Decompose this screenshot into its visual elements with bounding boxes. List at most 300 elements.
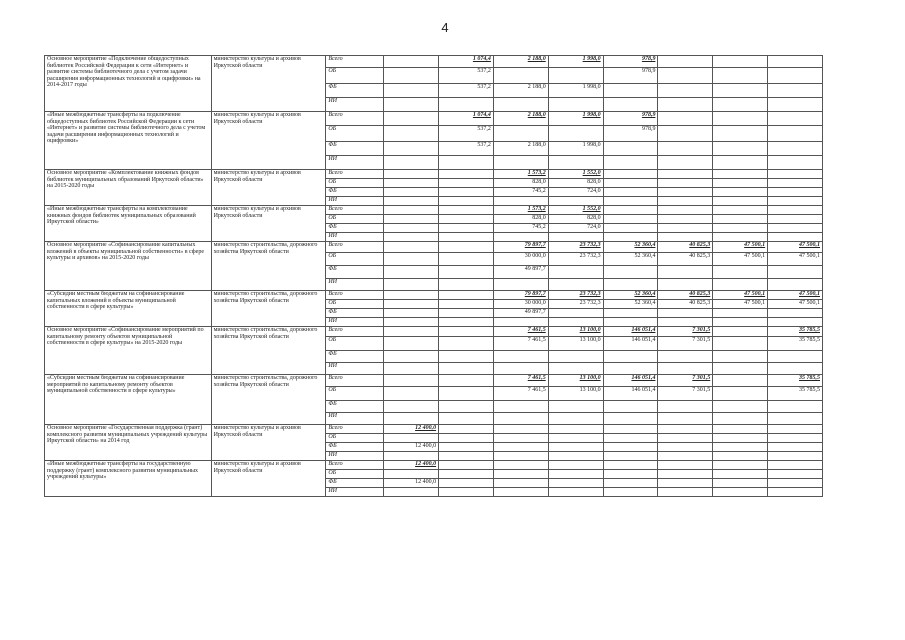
value-cell: [603, 266, 658, 279]
value-cell: [548, 68, 603, 84]
value-cell: [603, 98, 658, 112]
value-cell: [603, 488, 658, 497]
value-cell: [384, 470, 439, 479]
value-cell: [384, 327, 439, 337]
funding-source-label: ФБ: [326, 309, 384, 318]
value-cell: [384, 291, 439, 300]
value-cell: [658, 425, 713, 434]
value-cell: [439, 401, 494, 413]
value-cell: [493, 351, 548, 363]
funding-source-label: Всего: [326, 242, 384, 253]
value-cell: [713, 479, 768, 488]
value-cell: [439, 179, 494, 188]
executor-name: министерство строительства, дорожного хозяйства Иркутской области: [211, 327, 326, 375]
value-cell: [603, 188, 658, 197]
value-cell: [439, 242, 494, 253]
value-cell: [768, 170, 823, 179]
funding-source-label: ИИ: [326, 197, 384, 206]
value-cell: [713, 375, 768, 387]
value-cell: [658, 170, 713, 179]
value-cell: [384, 279, 439, 291]
value-cell: [713, 215, 768, 224]
value-cell: [384, 375, 439, 387]
value-cell: [384, 309, 439, 318]
value-cell: [439, 224, 494, 233]
value-cell: [713, 363, 768, 375]
value-cell: [439, 266, 494, 279]
value-cell: [384, 363, 439, 375]
value-cell: 23 732,3: [548, 291, 603, 300]
value-cell: [384, 401, 439, 413]
value-cell: [548, 425, 603, 434]
value-cell: [493, 434, 548, 443]
value-cell: [384, 413, 439, 425]
value-cell: [713, 197, 768, 206]
value-cell: 2 188,0: [493, 112, 548, 126]
value-cell: 1 998,0: [548, 142, 603, 156]
value-cell: [768, 224, 823, 233]
value-cell: [439, 156, 494, 170]
value-cell: [548, 443, 603, 452]
value-cell: 40 825,3: [658, 300, 713, 309]
value-cell: 2 188,0: [493, 84, 548, 98]
value-cell: 47 500,1: [713, 291, 768, 300]
value-cell: [768, 142, 823, 156]
value-cell: [768, 401, 823, 413]
value-cell: [439, 327, 494, 337]
value-cell: [768, 68, 823, 84]
value-cell: [768, 98, 823, 112]
funding-source-label: ОБ: [326, 179, 384, 188]
value-cell: [493, 156, 548, 170]
value-cell: 537,2: [439, 126, 494, 142]
table-row: [45, 56, 823, 68]
value-cell: 52 360,4: [603, 300, 658, 309]
funding-source-label: ФБ: [326, 84, 384, 98]
value-cell: [493, 488, 548, 497]
value-cell: [384, 56, 439, 68]
funding-source-label: Всего: [326, 112, 384, 126]
table-row: [45, 291, 823, 300]
value-cell: 40 825,3: [658, 291, 713, 300]
value-cell: [384, 215, 439, 224]
activity-name: Основное мероприятие «Подключение общедоступных библиотек Российской Федерации к сети «Интернет» и развитие системы библиотечного дела с учетом задачи расширения информационных технологий и оцифровки» на 2014-2017 годы: [45, 56, 212, 112]
value-cell: [548, 197, 603, 206]
value-cell: [603, 351, 658, 363]
value-cell: [493, 401, 548, 413]
value-cell: [603, 233, 658, 242]
funding-source-label: ИИ: [326, 488, 384, 497]
value-cell: [439, 197, 494, 206]
value-cell: 2 188,0: [493, 56, 548, 68]
value-cell: [439, 351, 494, 363]
value-cell: [658, 112, 713, 126]
value-cell: [384, 179, 439, 188]
value-cell: [548, 363, 603, 375]
value-cell: [603, 197, 658, 206]
value-cell: 49 897,7: [493, 266, 548, 279]
value-cell: [603, 479, 658, 488]
funding-source-label: Всего: [326, 170, 384, 179]
value-cell: [768, 233, 823, 242]
value-cell: [384, 197, 439, 206]
funding-source-label: ИИ: [326, 318, 384, 327]
value-cell: [603, 401, 658, 413]
value-cell: [603, 279, 658, 291]
value-cell: 537,2: [439, 84, 494, 98]
value-cell: 978,9: [603, 68, 658, 84]
value-cell: 537,2: [439, 68, 494, 84]
value-cell: [439, 413, 494, 425]
value-cell: [439, 291, 494, 300]
value-cell: 537,2: [439, 142, 494, 156]
value-cell: 52 360,4: [603, 291, 658, 300]
value-cell: 13 100,0: [548, 337, 603, 351]
value-cell: 828,0: [548, 179, 603, 188]
value-cell: 978,9: [603, 56, 658, 68]
value-cell: [658, 452, 713, 461]
table-row: [45, 461, 823, 470]
value-cell: [493, 98, 548, 112]
value-cell: 12 400,0: [384, 461, 439, 470]
value-cell: [713, 98, 768, 112]
value-cell: 47 500,1: [768, 291, 823, 300]
value-cell: [548, 479, 603, 488]
value-cell: 1 998,0: [548, 112, 603, 126]
value-cell: [439, 279, 494, 291]
value-cell: [713, 279, 768, 291]
value-cell: [768, 488, 823, 497]
value-cell: 1 573,2: [493, 170, 548, 179]
value-cell: [603, 170, 658, 179]
value-cell: [439, 461, 494, 470]
value-cell: [439, 363, 494, 375]
value-cell: 146 051,4: [603, 387, 658, 401]
value-cell: [713, 170, 768, 179]
value-cell: [713, 452, 768, 461]
value-cell: [768, 197, 823, 206]
value-cell: [493, 318, 548, 327]
value-cell: [658, 224, 713, 233]
value-cell: [658, 56, 713, 68]
value-cell: [439, 470, 494, 479]
value-cell: [658, 266, 713, 279]
value-cell: [384, 112, 439, 126]
value-cell: 7 301,5: [658, 375, 713, 387]
funding-source-label: ФБ: [326, 401, 384, 413]
value-cell: [603, 425, 658, 434]
value-cell: [768, 179, 823, 188]
value-cell: [603, 84, 658, 98]
value-cell: [713, 126, 768, 142]
value-cell: [603, 461, 658, 470]
value-cell: 12 400,0: [384, 479, 439, 488]
value-cell: [658, 461, 713, 470]
value-cell: [768, 363, 823, 375]
value-cell: [439, 434, 494, 443]
table-row: [45, 206, 823, 215]
value-cell: [768, 351, 823, 363]
value-cell: [713, 401, 768, 413]
value-cell: 13 100,0: [548, 375, 603, 387]
funding-source-label: ОБ: [326, 337, 384, 351]
value-cell: [713, 84, 768, 98]
value-cell: [768, 156, 823, 170]
value-cell: [713, 327, 768, 337]
value-cell: [493, 443, 548, 452]
value-cell: [439, 387, 494, 401]
value-cell: [439, 300, 494, 309]
value-cell: [713, 266, 768, 279]
value-cell: [603, 318, 658, 327]
value-cell: [603, 224, 658, 233]
value-cell: [603, 179, 658, 188]
value-cell: 1 998,0: [548, 84, 603, 98]
value-cell: 30 000,0: [493, 300, 548, 309]
value-cell: [384, 68, 439, 84]
value-cell: [658, 233, 713, 242]
value-cell: 35 785,5: [768, 327, 823, 337]
value-cell: [548, 126, 603, 142]
value-cell: [713, 434, 768, 443]
value-cell: 79 897,7: [493, 242, 548, 253]
value-cell: [493, 197, 548, 206]
funding-source-label: ОБ: [326, 300, 384, 309]
value-cell: [713, 179, 768, 188]
value-cell: [384, 337, 439, 351]
value-cell: [768, 266, 823, 279]
value-cell: 40 825,3: [658, 242, 713, 253]
value-cell: 828,0: [493, 215, 548, 224]
value-cell: [658, 215, 713, 224]
value-cell: 35 785,5: [768, 375, 823, 387]
value-cell: 828,0: [548, 215, 603, 224]
value-cell: [384, 170, 439, 179]
value-cell: [768, 112, 823, 126]
activity-name: «Иные межбюджетные трансферты на комплектование книжных фондов библиотек муниципальных образований Иркутской области»: [45, 206, 212, 242]
value-cell: 978,9: [603, 126, 658, 142]
value-cell: 35 785,5: [768, 337, 823, 351]
value-cell: 7 301,5: [658, 327, 713, 337]
value-cell: [493, 68, 548, 84]
value-cell: [603, 142, 658, 156]
value-cell: [768, 443, 823, 452]
value-cell: [548, 309, 603, 318]
executor-name: министерство строительства, дорожного хозяйства Иркутской области: [211, 375, 326, 425]
table-row: [45, 425, 823, 434]
executor-name: министерство культуры и архивов Иркутской области: [211, 112, 326, 170]
value-cell: [768, 425, 823, 434]
value-cell: [493, 413, 548, 425]
value-cell: 7 301,5: [658, 337, 713, 351]
value-cell: [493, 461, 548, 470]
value-cell: [603, 156, 658, 170]
value-cell: [548, 434, 603, 443]
table-row: [45, 327, 823, 337]
value-cell: [658, 188, 713, 197]
value-cell: [384, 387, 439, 401]
page-number: 4: [441, 20, 449, 35]
value-cell: [439, 479, 494, 488]
value-cell: [384, 242, 439, 253]
value-cell: 12 400,0: [384, 425, 439, 434]
value-cell: 745,2: [493, 224, 548, 233]
value-cell: 724,0: [548, 224, 603, 233]
value-cell: [548, 98, 603, 112]
executor-name: министерство строительства, дорожного хозяйства Иркутской области: [211, 291, 326, 327]
value-cell: [658, 84, 713, 98]
value-cell: [493, 126, 548, 142]
funding-source-label: ФБ: [326, 351, 384, 363]
value-cell: 23 732,3: [548, 253, 603, 266]
value-cell: [439, 488, 494, 497]
value-cell: 7 461,5: [493, 327, 548, 337]
funding-source-label: Всего: [326, 425, 384, 434]
value-cell: [548, 233, 603, 242]
executor-name: министерство культуры и архивов Иркутской области: [211, 170, 326, 206]
value-cell: [768, 470, 823, 479]
value-cell: [548, 470, 603, 479]
value-cell: 2 188,0: [493, 142, 548, 156]
value-cell: [548, 413, 603, 425]
value-cell: [713, 68, 768, 84]
value-cell: 1 998,0: [548, 56, 603, 68]
funding-source-label: ОБ: [326, 126, 384, 142]
value-cell: [658, 470, 713, 479]
funding-source-label: Всего: [326, 206, 384, 215]
value-cell: 52 360,4: [603, 253, 658, 266]
value-cell: [384, 156, 439, 170]
activity-name: Основное мероприятие «Софинансирование капитальных вложений в объекты муниципальной собственности» в сфере культуры и архивов» на 2015-2020 годы: [45, 242, 212, 291]
value-cell: [384, 98, 439, 112]
value-cell: 49 897,7: [493, 309, 548, 318]
value-cell: [658, 401, 713, 413]
value-cell: 7 461,5: [493, 337, 548, 351]
funding-source-label: ОБ: [326, 470, 384, 479]
value-cell: 13 100,0: [548, 387, 603, 401]
value-cell: 30 000,0: [493, 253, 548, 266]
executor-name: министерство культуры и архивов Иркутской области: [211, 461, 326, 497]
value-cell: 47 500,1: [713, 300, 768, 309]
value-cell: 1 573,2: [493, 206, 548, 215]
value-cell: [439, 253, 494, 266]
value-cell: [713, 470, 768, 479]
value-cell: [493, 452, 548, 461]
value-cell: [384, 84, 439, 98]
activity-name: Основное мероприятие «Государственная поддержка (грант) комплексного развития муниципальных учреждений культуры Иркутской области» на 2014 год: [45, 425, 212, 461]
value-cell: [439, 375, 494, 387]
value-cell: [658, 279, 713, 291]
funding-source-label: ИИ: [326, 233, 384, 242]
value-cell: 828,0: [493, 179, 548, 188]
value-cell: [439, 215, 494, 224]
value-cell: [768, 215, 823, 224]
budget-table: [44, 55, 823, 497]
value-cell: [603, 215, 658, 224]
value-cell: [548, 461, 603, 470]
value-cell: [384, 188, 439, 197]
value-cell: [493, 279, 548, 291]
value-cell: [384, 488, 439, 497]
value-cell: [439, 309, 494, 318]
activity-name: «Субсидии местным бюджетам на софинансирование капитальных вложений в объекты муниципальной собственности в сфере культуры»: [45, 291, 212, 327]
value-cell: [493, 363, 548, 375]
value-cell: [603, 434, 658, 443]
value-cell: 52 360,4: [603, 242, 658, 253]
value-cell: [658, 197, 713, 206]
value-cell: [384, 126, 439, 142]
value-cell: 1 552,0: [548, 170, 603, 179]
funding-source-label: ОБ: [326, 387, 384, 401]
value-cell: [603, 452, 658, 461]
funding-source-label: ОБ: [326, 434, 384, 443]
funding-source-label: ФБ: [326, 188, 384, 197]
value-cell: [493, 233, 548, 242]
value-cell: [439, 443, 494, 452]
value-cell: [713, 142, 768, 156]
value-cell: 146 051,4: [603, 327, 658, 337]
value-cell: [658, 126, 713, 142]
funding-source-label: ФБ: [326, 142, 384, 156]
value-cell: 12 400,0: [384, 443, 439, 452]
funding-source-label: ИИ: [326, 363, 384, 375]
value-cell: [658, 68, 713, 84]
value-cell: [384, 452, 439, 461]
value-cell: [658, 434, 713, 443]
value-cell: [548, 452, 603, 461]
value-cell: [603, 206, 658, 215]
funding-source-label: Всего: [326, 327, 384, 337]
value-cell: [768, 461, 823, 470]
value-cell: [384, 233, 439, 242]
activity-name: «Иные межбюджетные трансферты на подключение общедоступных библиотек Российской Федерации к сети «Интернет» и развитие системы библиотечного дела с учетом задачи расширения информационных технологий и оцифровки»: [45, 112, 212, 170]
value-cell: [439, 206, 494, 215]
value-cell: 47 500,1: [768, 300, 823, 309]
funding-source-label: ИИ: [326, 452, 384, 461]
value-cell: [384, 266, 439, 279]
value-cell: [439, 233, 494, 242]
value-cell: [768, 318, 823, 327]
value-cell: [768, 309, 823, 318]
value-cell: [713, 309, 768, 318]
value-cell: [493, 425, 548, 434]
activity-name: «Субсидии местным бюджетам на софинансирование мероприятий по капитальному ремонту объектов муниципальной собственности в сфере культуры»: [45, 375, 212, 425]
value-cell: [768, 434, 823, 443]
value-cell: [603, 413, 658, 425]
value-cell: 724,0: [548, 188, 603, 197]
value-cell: [768, 279, 823, 291]
value-cell: [658, 318, 713, 327]
funding-source-label: ФБ: [326, 479, 384, 488]
funding-source-label: Всего: [326, 56, 384, 68]
value-cell: [713, 156, 768, 170]
value-cell: [768, 452, 823, 461]
value-cell: [384, 300, 439, 309]
activity-name: Основное мероприятие «Комплектование книжных фондов библиотек муниципальных образований Иркутской области» на 2015-2020 годы: [45, 170, 212, 206]
table-row: [45, 170, 823, 179]
value-cell: [548, 266, 603, 279]
executor-name: министерство культуры и архивов Иркутской области: [211, 56, 326, 112]
value-cell: [439, 188, 494, 197]
value-cell: 79 897,7: [493, 291, 548, 300]
value-cell: [658, 443, 713, 452]
value-cell: [658, 206, 713, 215]
activity-name: «Иные межбюджетные трансферты на государственную поддержку (грант) комплексного развития муниципальных учреждений культуры»: [45, 461, 212, 497]
value-cell: [713, 413, 768, 425]
value-cell: [548, 401, 603, 413]
funding-source-label: ОБ: [326, 253, 384, 266]
value-cell: [768, 479, 823, 488]
